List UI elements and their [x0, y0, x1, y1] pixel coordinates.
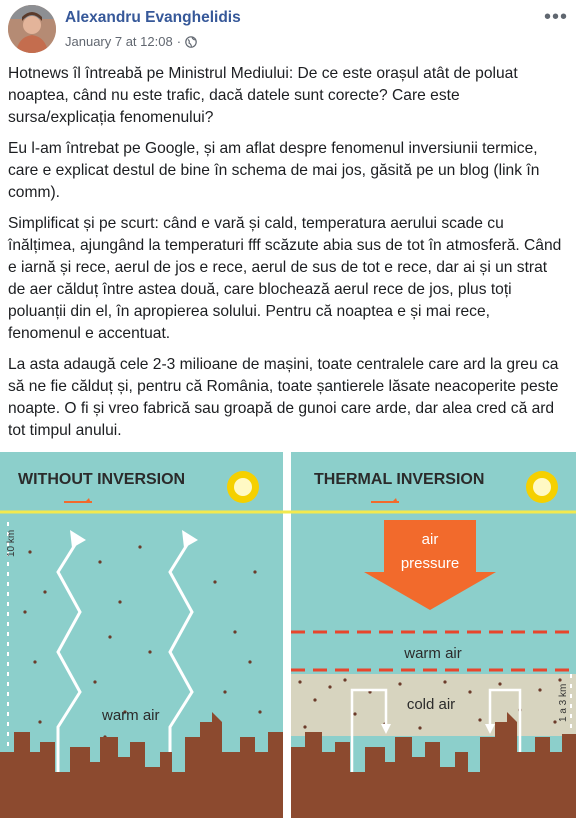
right-title: THERMAL INVERSION: [314, 471, 485, 488]
post-image[interactable]: [0, 452, 576, 818]
pressure-label: pressure: [400, 555, 460, 572]
more-options-button[interactable]: •••: [543, 6, 568, 28]
right-warm-air-label: warm air: [404, 645, 462, 662]
sun-icon: [227, 471, 259, 503]
right-height-label: 1 a 3 km: [558, 683, 569, 722]
paragraph: Simplificat și pe scurt: când e vară și cald, temperatura aerului scade cu înălțimea, ajungând la temperaturi fff scăzute abia sus de tot în atmosferă. Când e iarnă și rece, aerul de jos e rece, aerul de sus de tot e rece, dar ai și un strat de aer călduț între astea două, care blochează aerul rece de jos, plus toți poluanții din el, în apropierea solului. Pentru că noaptea e și mai rece, fenomenul e accentuat.: [8, 215, 562, 342]
left-warm-air-label: warm air: [102, 707, 160, 724]
globe-icon[interactable]: [185, 36, 197, 48]
air-label: air: [421, 531, 439, 548]
avatar[interactable]: [8, 5, 56, 53]
author-name[interactable]: Alexandru Evanghelidis: [65, 9, 241, 26]
sun-icon: [526, 471, 558, 503]
left-height-label: 10 km: [6, 529, 17, 557]
left-title: WITHOUT INVERSION: [18, 471, 186, 488]
separator: ·: [176, 34, 182, 49]
cold-air-label: cold air: [406, 696, 456, 713]
post-header: [0, 0, 576, 60]
paragraph: Eu l-am întrebat pe Google, și am aflat despre fenomenul inversiunii termice, care e explicat destul de bine în schema de mai jos, găsită pe un blog (link în comm).: [8, 140, 540, 201]
paragraph: La asta adaugă cele 2-3 milioane de mașini, toate centralele care ard la greu ca să ne fie călduț și, pentru că România, toate șantierele lăsate neacoperite peste noapte. O fi și vreo fabrică sau groapă de gunoi care arde, dar alea cred că ard tot timpul anului.: [8, 356, 559, 439]
post-date[interactable]: January 7 at 12:08: [65, 34, 173, 49]
post-text: [8, 63, 564, 451]
post-meta: [65, 34, 197, 49]
paragraph: Hotnews îl întreabă pe Ministrul Mediului: De ce este orașul atât de poluat noaptea, când nu este trafic, dacă datele sunt corecte? Care este sursa/explicația fenomenului?: [8, 65, 518, 126]
